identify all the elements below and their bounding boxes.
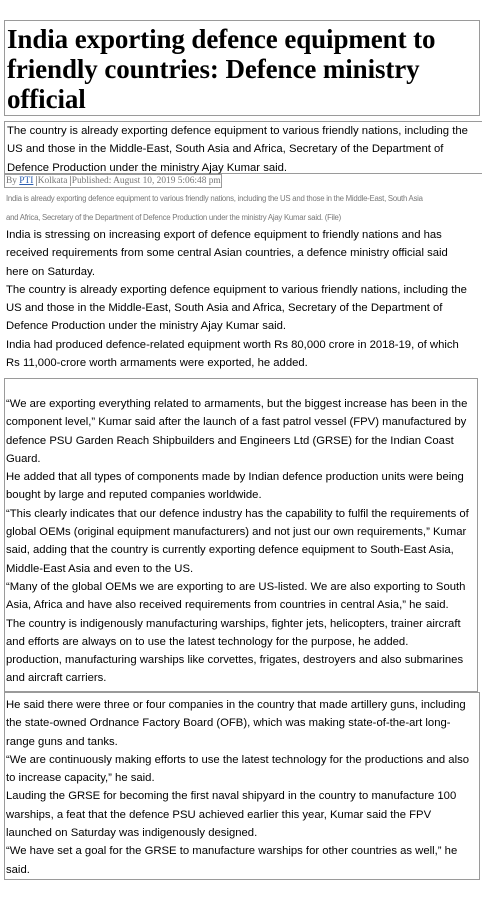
byline <box>4 174 222 188</box>
byline-by: By <box>6 176 17 186</box>
body-line: to increase capacity,” he said. <box>6 772 155 785</box>
body-line: said, adding that the country is currently exporting defence equipment to South-East Asia, <box>6 544 454 557</box>
body-line: and aircraft carriers. <box>6 672 107 685</box>
body-line: “We are continuously making efforts to use the latest technology for the productions and also <box>6 753 470 766</box>
article-lead <box>4 121 482 174</box>
body-line: India had produced defence-related equipment worth Rs 80,000 crore in 2018-19, of which <box>6 338 459 351</box>
body-line: bought by large and reputed companies worldwide. <box>6 489 262 502</box>
body-line: said. <box>6 863 30 876</box>
body-line: global OEMs (original equipment manufacturers) and not just our own requirements,” Kumar <box>6 526 467 539</box>
caption-line: India is already exporting defence equipment to various friendly nations, including the US and those in the Middle-East, South Asia <box>6 194 423 203</box>
body-line: Defence Production under the ministry Ajay Kumar said. <box>6 320 287 333</box>
body-line: Lauding the GRSE for becoming the first naval shipyard in the country to manufacture 100 <box>6 790 457 803</box>
body-line: “This clearly indicates that our defence industry has the capability to fulfil the requirements of <box>6 507 469 520</box>
article-body-section-3 <box>4 692 480 880</box>
body-line: the state-owned Ordnance Factory Board (OFB), which was making state-of-the-art long- <box>6 717 451 730</box>
headline-line: official <box>7 84 86 115</box>
headline-line: friendly countries: Defence ministry <box>7 54 420 85</box>
body-line: received requirements from some central Asian countries, a defence ministry official said <box>6 247 448 260</box>
body-line: defence PSU Garden Reach Shipbuilders and Engineers Ltd (GRSE) for the Indian Coast <box>6 434 454 447</box>
headline-line: India exporting defence equipment to <box>7 24 436 55</box>
body-line: The country is already exporting defence equipment to various friendly nations, including the <box>6 283 467 296</box>
article-body-section-1 <box>4 226 482 378</box>
body-line: Asia, Africa and have also received requirements from countries in central Asia,” he said. <box>6 599 449 612</box>
body-line: and efforts are always on to use the latest technology for the purpose, he added. <box>6 635 409 648</box>
body-line: He added that all types of components made by Indian defence production units were being <box>6 471 464 484</box>
byline-location: Kolkata <box>37 176 68 186</box>
body-line: Guard. <box>6 452 41 465</box>
byline-published: Published: August 10, 2019 5:06:48 pm <box>71 176 221 186</box>
article-body-section-2 <box>4 378 478 692</box>
body-line: “We have set a goal for the GRSE to manufacture warships for other countries as well,” he <box>6 845 458 858</box>
lead-line: US and those in the Middle-East, South Asia and Africa, Secretary of the Department of <box>7 143 444 156</box>
author-link[interactable]: PTI <box>19 176 34 186</box>
body-line: “Many of the global OEMs we are exporting to are US-listed. We are also exporting to South <box>6 580 466 593</box>
body-line: “We are exporting everything related to armaments, but the biggest increase has been in the <box>6 398 468 410</box>
article-headline <box>4 20 480 116</box>
caption-line: and Africa, Secretary of the Department of Defence Production under the ministry Ajay Kumar said. (File) <box>6 212 341 222</box>
body-line: range guns and tanks. <box>6 735 118 748</box>
body-line: He said there were three or four companies in the country that made artillery guns, including <box>6 699 466 711</box>
body-line: warships, a feat that the defence PSU achieved earlier this year, Kumar said the FPV <box>6 808 432 821</box>
body-line: component level,” Kumar said after the launch of a fast patrol vessel (FPV) manufactured by <box>6 416 467 429</box>
image-caption <box>4 190 482 226</box>
body-line: India is stressing on increasing export of defence equipment to friendly nations and has <box>6 229 442 241</box>
body-line: launched on Saturday was indigenously designed. <box>6 827 258 840</box>
body-line: Rs 11,000-crore worth armaments were exported, he added. <box>6 357 308 370</box>
lead-line: Defence Production under the ministry Ajay Kumar said. <box>7 161 288 174</box>
lead-line: The country is already exporting defence equipment to various friendly nations, including the <box>7 125 468 137</box>
body-line: here on Saturday. <box>6 265 95 278</box>
body-line: production, manufacturing warships like corvettes, frigates, destroyers and also submarines <box>6 654 464 667</box>
body-line: The country is indigenously manufacturing warships, fighter jets, helicopters, trainer aircraft <box>6 617 461 630</box>
body-line: Middle-East Asia and even to the US. <box>6 562 194 575</box>
body-line: US and those in the Middle-East, South Asia and Africa, Secretary of the Department of <box>6 302 443 315</box>
